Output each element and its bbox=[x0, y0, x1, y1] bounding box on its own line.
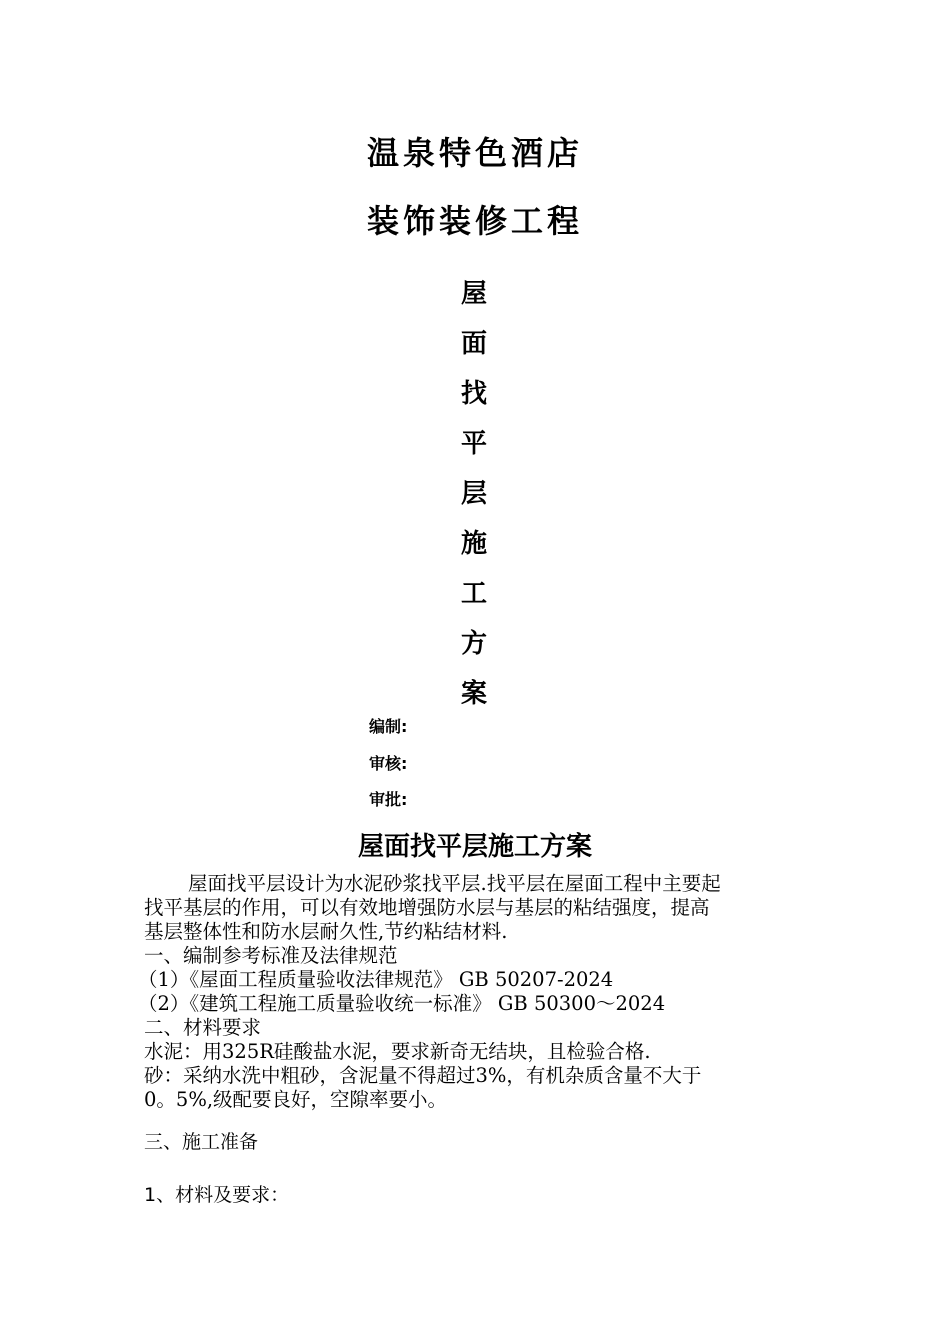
vertical-title-char: 平 bbox=[460, 429, 487, 459]
vertical-title-char: 屋 bbox=[460, 279, 487, 309]
vertical-title-char: 层 bbox=[460, 479, 487, 509]
intro-line: 找平基层的作用，可以有效地增强防水层与基层的粘结强度，提高 bbox=[144, 896, 710, 919]
material-cement: 水泥：用325R硅酸盐水泥，要求新奇无结块，且检验合格. bbox=[144, 1040, 651, 1063]
cover-title-line-2: 装饰装修工程 bbox=[366, 202, 583, 240]
vertical-title-char: 案 bbox=[460, 679, 487, 709]
vertical-title-char: 找 bbox=[460, 379, 487, 409]
vertical-title-char: 工 bbox=[460, 579, 487, 609]
section-heading-materials: 二、材料要求 bbox=[144, 1016, 262, 1039]
material-sand-line: 0。5%,级配要良好，空隙率要小。 bbox=[144, 1088, 448, 1111]
section-heading-standards: 一、编制参考标准及法律规范 bbox=[144, 944, 398, 967]
intro-line: 屋面找平层设计为水泥砂浆找平层.找平层在屋面工程中主要起 bbox=[188, 872, 721, 895]
intro-paragraph bbox=[144, 872, 824, 944]
material-sand-line: 砂：采纳水洗中粗砂，含泥量不得超过3%，有机杂质含量不大于 bbox=[144, 1064, 702, 1087]
standard-item: （1）《屋面工程质量验收法律规范》 GB 50207-2024 bbox=[138, 968, 614, 991]
signoff-approved-label: 审批: bbox=[369, 790, 408, 809]
document-title: 屋面找平层施工方案 bbox=[357, 832, 592, 862]
signoff-compiled-label: 编制: bbox=[369, 717, 408, 736]
signoff-reviewed-label: 审核: bbox=[369, 754, 408, 773]
section-heading-preparation: 三、施工准备 bbox=[144, 1131, 259, 1153]
cover-title-line-1: 温泉特色酒店 bbox=[366, 134, 583, 172]
vertical-title-char: 面 bbox=[460, 329, 487, 359]
standard-item: （2）《建筑工程施工质量验收统一标准》 GB 50300～2024 bbox=[138, 992, 666, 1015]
vertical-title-char: 施 bbox=[460, 529, 487, 559]
intro-line: 基层整体性和防水层耐久性,节约粘结材料. bbox=[144, 920, 508, 943]
subsection-materials: 1、材料及要求： bbox=[144, 1184, 290, 1206]
vertical-title-char: 方 bbox=[460, 629, 487, 659]
